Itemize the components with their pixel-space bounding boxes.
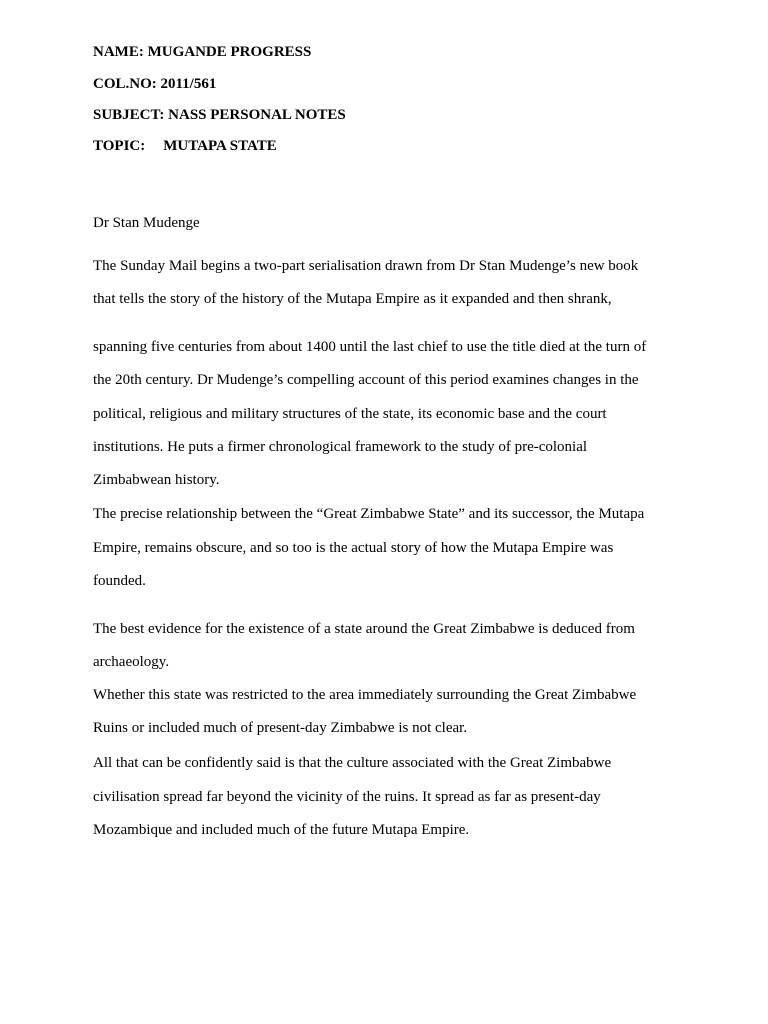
paragraph-line: The best evidence for the existence of a state around the Great Zimbabwe is deduced from: [93, 621, 635, 637]
col-no-line: COL.NO: 2011/561: [93, 76, 217, 92]
author-line: Dr Stan Mudenge: [93, 215, 200, 231]
topic-value: MUTAPA STATE: [163, 138, 277, 154]
paragraph-line: Ruins or included much of present-day Zimbabwe is not clear.: [93, 720, 468, 736]
paragraph-line: founded.: [93, 573, 146, 589]
paragraph-line: archaeology.: [93, 654, 170, 670]
paragraph-line: Whether this state was restricted to the area immediately surrounding the Great Zimbabwe: [93, 687, 637, 703]
paragraph-line: The Sunday Mail begins a two-part serialisation drawn from Dr Stan Mudenge’s new book: [93, 258, 639, 274]
topic-line: [93, 137, 277, 155]
paragraph-line: Mozambique and included much of the future Mutapa Empire.: [93, 822, 470, 838]
paragraph-line: that tells the story of the history of the Mutapa Empire as it expanded and then shrank,: [93, 291, 612, 307]
paragraph-line: political, religious and military structures of the state, its economic base and the court: [93, 406, 607, 422]
paragraph-line: The precise relationship between the “Great Zimbabwe State” and its successor, the Mutapa: [93, 506, 645, 522]
paragraph-line: Empire, remains obscure, and so too is the actual story of how the Mutapa Empire was: [93, 540, 614, 556]
paragraph-line: Zimbabwean history.: [93, 472, 220, 488]
paragraph-line: institutions. He puts a firmer chronological framework to the study of pre-colonial: [93, 439, 588, 455]
topic-label: TOPIC:: [93, 138, 146, 154]
paragraph-line: civilisation spread far beyond the vicinity of the ruins. It spread as far as present-day: [93, 789, 601, 805]
name-line: NAME: MUGANDE PROGRESS: [93, 44, 312, 60]
paragraph-line: All that can be confidently said is that the culture associated with the Great Zimbabwe: [93, 755, 612, 771]
paragraph-line: spanning five centuries from about 1400 until the last chief to use the title died at the turn of: [93, 339, 647, 355]
paragraph-line: the 20th century. Dr Mudenge’s compelling account of this period examines changes in the: [93, 372, 639, 388]
subject-line: SUBJECT: NASS PERSONAL NOTES: [93, 107, 346, 123]
